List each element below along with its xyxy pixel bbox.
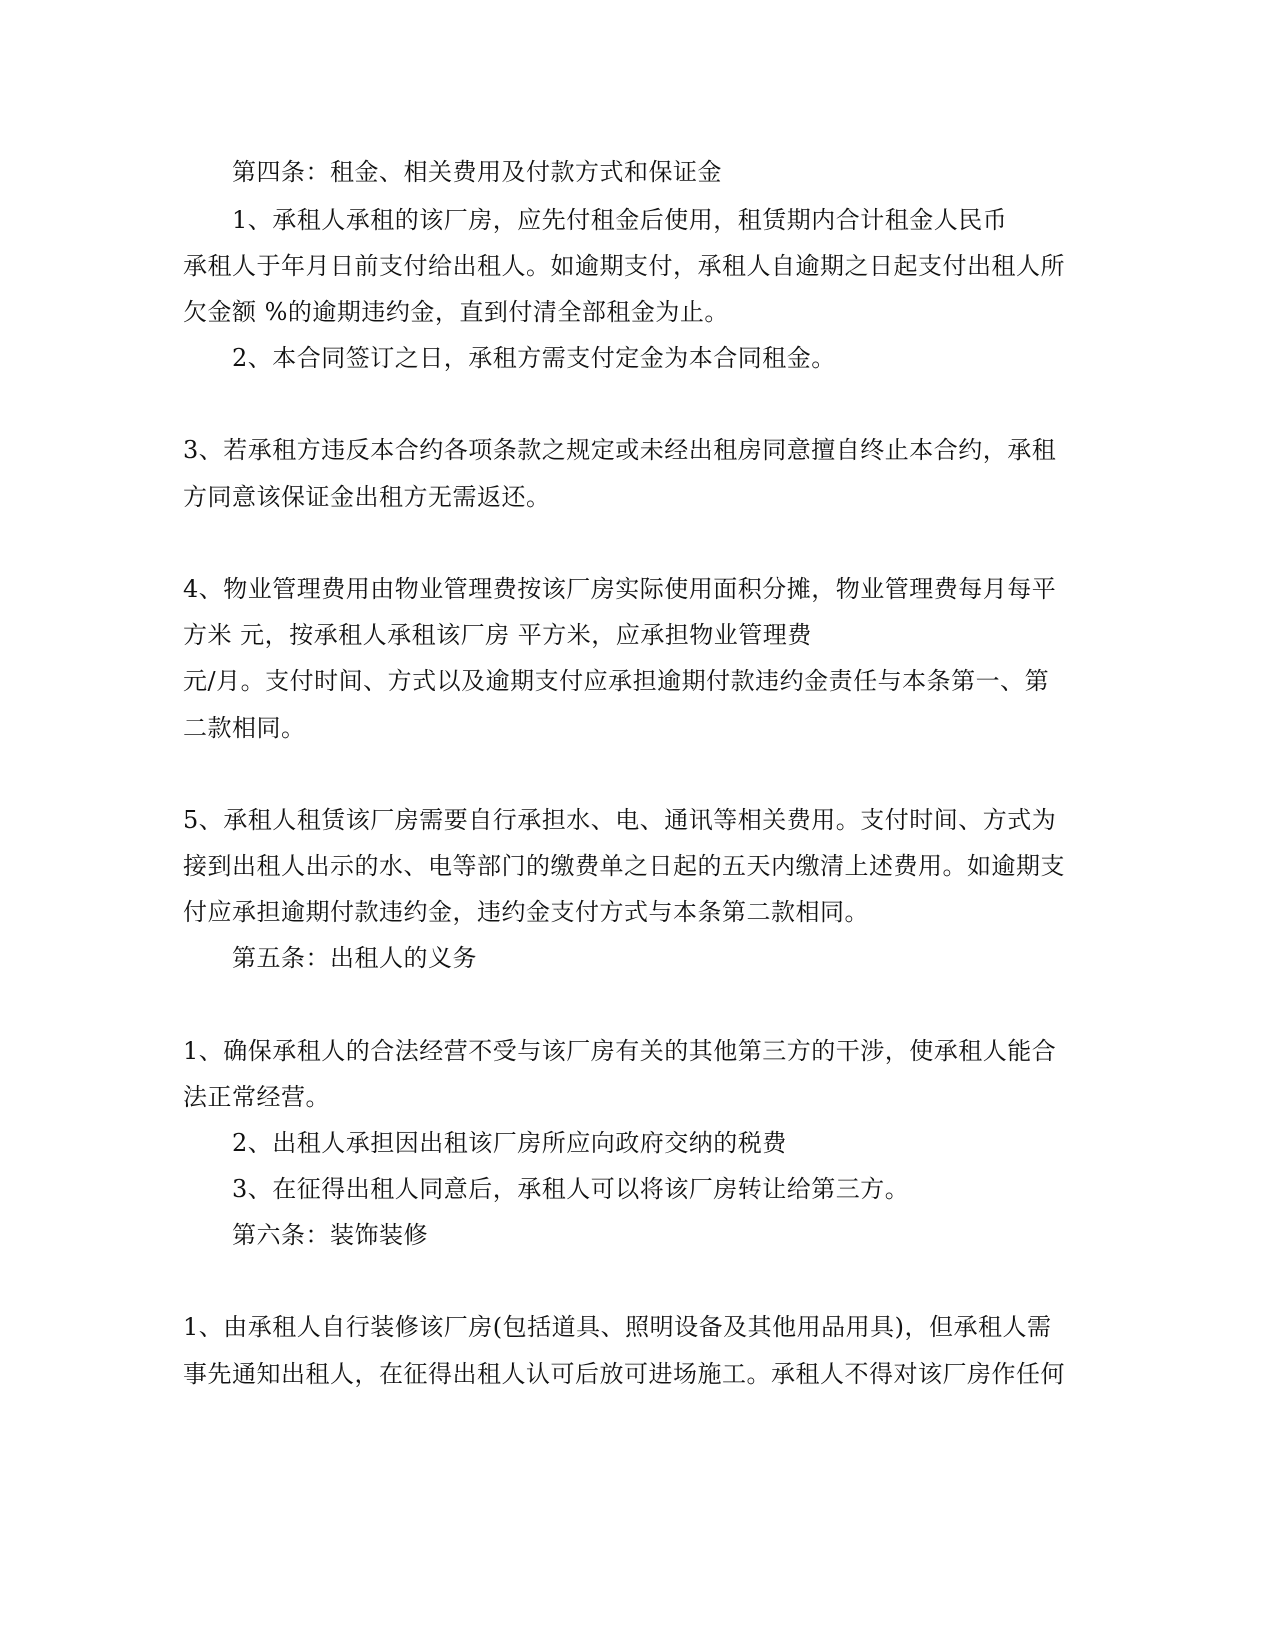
paragraph-line: 4、物业管理费用由物业管理费按该厂房实际使用面积分摊，物业管理费每月每平 <box>183 575 1057 603</box>
paragraph-line: 方同意该保证金出租方无需返还。 <box>183 483 551 511</box>
paragraph-line: 1、承租人承租的该厂房，应先付租金后使用，租赁期内合计租金人民币 <box>232 206 1008 234</box>
paragraph-line: 2、出租人承担因出租该厂房所应向政府交纳的税费 <box>232 1129 787 1157</box>
paragraph-line: 二款相同。 <box>183 714 306 742</box>
paragraph-line: 1、确保承租人的合法经营不受与该厂房有关的其他第三方的干涉，使承租人能合 <box>183 1037 1057 1065</box>
paragraph-line: 2、本合同签订之日，承租方需支付定金为本合同租金。 <box>232 344 836 372</box>
paragraph-line: 欠金额 %的逾期违约金，直到付清全部租金为止。 <box>183 298 729 326</box>
article-4-heading: 第四条：租金、相关费用及付款方式和保证金 <box>232 158 722 186</box>
article-5-heading: 第五条：出租人的义务 <box>232 944 477 972</box>
paragraph-line: 事先通知出租人，在征得出租人认可后放可进场施工。承租人不得对该厂房作任何 <box>183 1360 1065 1388</box>
paragraph-line: 法正常经营。 <box>183 1083 330 1111</box>
paragraph-line: 元/月。支付时间、方式以及逾期支付应承担逾期付款违约金责任与本条第一、第 <box>183 667 1050 695</box>
article-6-heading: 第六条：装饰装修 <box>232 1221 428 1249</box>
paragraph-line: 3、若承租方违反本合约各项条款之规定或未经出租房同意擅自终止本合约，承租 <box>183 436 1057 464</box>
paragraph-line: 1、由承租人自行装修该厂房(包括道具、照明设备及其他用品用具)，但承租人需 <box>183 1313 1052 1341</box>
paragraph-line: 付应承担逾期付款违约金，违约金支付方式与本条第二款相同。 <box>183 898 869 926</box>
paragraph-line: 方米 元，按承租人承租该厂房 平方米，应承担物业管理费 <box>183 621 812 649</box>
paragraph-line: 承租人于年月日前支付给出租人。如逾期支付，承租人自逾期之日起支付出租人所 <box>183 252 1065 280</box>
paragraph-line: 3、在征得出租人同意后，承租人可以将该厂房转让给第三方。 <box>232 1175 910 1203</box>
paragraph-line: 接到出租人出示的水、电等部门的缴费单之日起的五天内缴清上述费用。如逾期支 <box>183 852 1065 880</box>
paragraph-line: 5、承租人租赁该厂房需要自行承担水、电、通讯等相关费用。支付时间、方式为 <box>183 806 1057 834</box>
